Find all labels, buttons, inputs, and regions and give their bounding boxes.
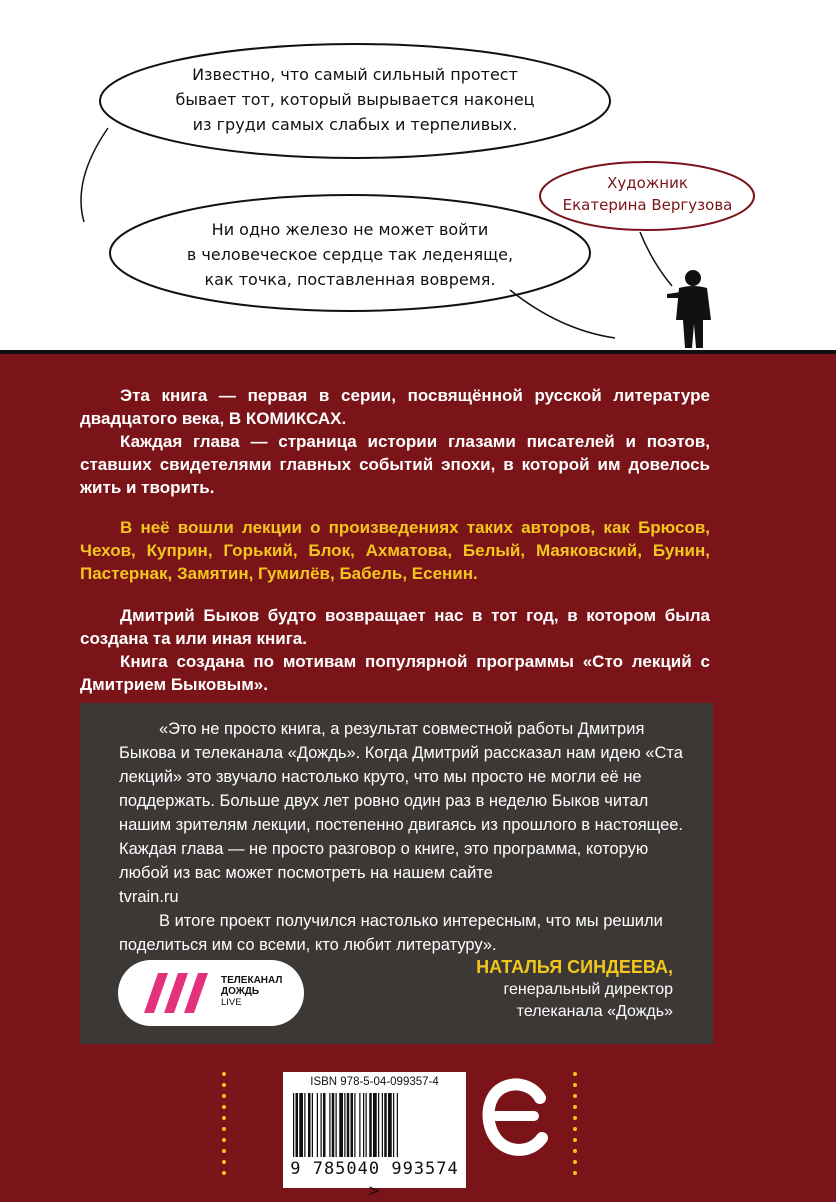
barcode-bar bbox=[359, 1093, 360, 1157]
barcode-bar bbox=[393, 1093, 394, 1157]
barcode-bars bbox=[293, 1093, 456, 1159]
barcode-bar bbox=[378, 1093, 379, 1157]
barcode-bar bbox=[329, 1093, 330, 1157]
speaker-silhouette-icon bbox=[663, 268, 723, 350]
barcode-bar bbox=[332, 1093, 335, 1157]
barcode-bar bbox=[323, 1093, 326, 1157]
barcode-bar bbox=[296, 1093, 299, 1157]
barcode-bar bbox=[366, 1093, 367, 1157]
bykov-text: Дмитрий Быков будто возвращает нас в тот год, в котором была создана та или иная книга. Книга создана по мотивам популярной программы «Сто лекций с Дмитрием Быковым». bbox=[80, 606, 710, 694]
barcode-bar bbox=[382, 1093, 383, 1157]
barcode bbox=[283, 1072, 466, 1201]
dots-left bbox=[222, 1072, 226, 1182]
barcode-bar bbox=[354, 1093, 355, 1157]
barcode-bar bbox=[317, 1093, 318, 1157]
quote-text: «Это не просто книга, а результат совместной работы Дмитрия Быкова и телеканала «Дождь». Когда Дмитрий рассказал нам идею «Ста лекций» это звучало настолько круто, что мы просто не могли её не поддержать. Больше двух лет ровно один раз в неделю Быков читал нашим зрителям лекции, постепенно двигаясь из прошлого в настоящее. Каждая глава — не просто разговор о книге, это программа, которую любой из вас может посмотреть на нашем сайте tvrain.ru В итоге проект получился настолько интересным, что мы решили поделиться им со всеми, кто любит литературу». bbox=[119, 720, 684, 954]
dots-right bbox=[573, 1072, 577, 1182]
quote-box bbox=[80, 703, 713, 1044]
barcode-bar bbox=[336, 1093, 337, 1157]
barcode-bar bbox=[384, 1093, 387, 1157]
barcode-bar bbox=[344, 1093, 345, 1157]
barcode-bar bbox=[308, 1093, 311, 1157]
publisher-logo-icon bbox=[482, 1076, 552, 1160]
barcode-bar bbox=[293, 1093, 294, 1157]
barcode-bar bbox=[388, 1093, 392, 1157]
isbn-text: ISBN 978-5-04-099357-4 bbox=[310, 1076, 439, 1088]
comic-panel bbox=[0, 0, 836, 354]
barcode-bar bbox=[373, 1093, 377, 1157]
barcode-bar bbox=[312, 1093, 313, 1157]
website-link[interactable]: tvrain.ru bbox=[119, 888, 179, 906]
barcode-bar bbox=[363, 1093, 364, 1157]
barcode-digits: 9 785040 993574 > bbox=[290, 1159, 459, 1201]
quote-signature: НАТАЛЬЯ СИНДЕЕВА, генеральный директор телеканала «Дождь» bbox=[476, 957, 673, 1020]
tv-rain-label: ТЕЛЕКАНАЛ ДОЖДЬ LIVE bbox=[221, 975, 283, 1008]
bubble-1-text: Известно, что самый сильный протест бывает тот, который вырывается наконец из груди самых слабых и терпеливых. bbox=[175, 65, 535, 134]
barcode-bar bbox=[339, 1093, 343, 1157]
barcode-bar bbox=[397, 1093, 398, 1157]
barcode-bar bbox=[304, 1093, 305, 1157]
tv-rain-logo bbox=[118, 960, 304, 1026]
barcode-bar bbox=[299, 1093, 303, 1157]
bubble-2-text: Ни одно железо не может войти в человеческое сердце так леденяще, как точка, поставленная вовремя. bbox=[186, 220, 514, 289]
authors-list: В неё вошли лекции о произведениях таких авторов, как Брюсов, Чехов, Куприн, Горький, Блок, Ахматова, Белый, Маяковский, Бунин, Пастернак, Замятин, Гумилёв, Бабель, Есенин. bbox=[80, 518, 710, 583]
intro-text: Эта книга — первая в серии, посвящённой русской литературе двадцатого века, В КОМИКСАХ. Каждая глава — страница истории глазами писателей и поэтов, ставших свидетелями главных событий эпохи, в которой им довелось жить и творить. bbox=[80, 386, 710, 497]
barcode-bar bbox=[369, 1093, 372, 1157]
barcode-bar bbox=[347, 1093, 350, 1157]
artist-credit: Художник Екатерина Вергузова bbox=[562, 174, 733, 214]
tv-rain-stripes-icon bbox=[144, 973, 214, 1013]
barcode-bar bbox=[321, 1093, 322, 1157]
barcode-bar bbox=[351, 1093, 354, 1157]
